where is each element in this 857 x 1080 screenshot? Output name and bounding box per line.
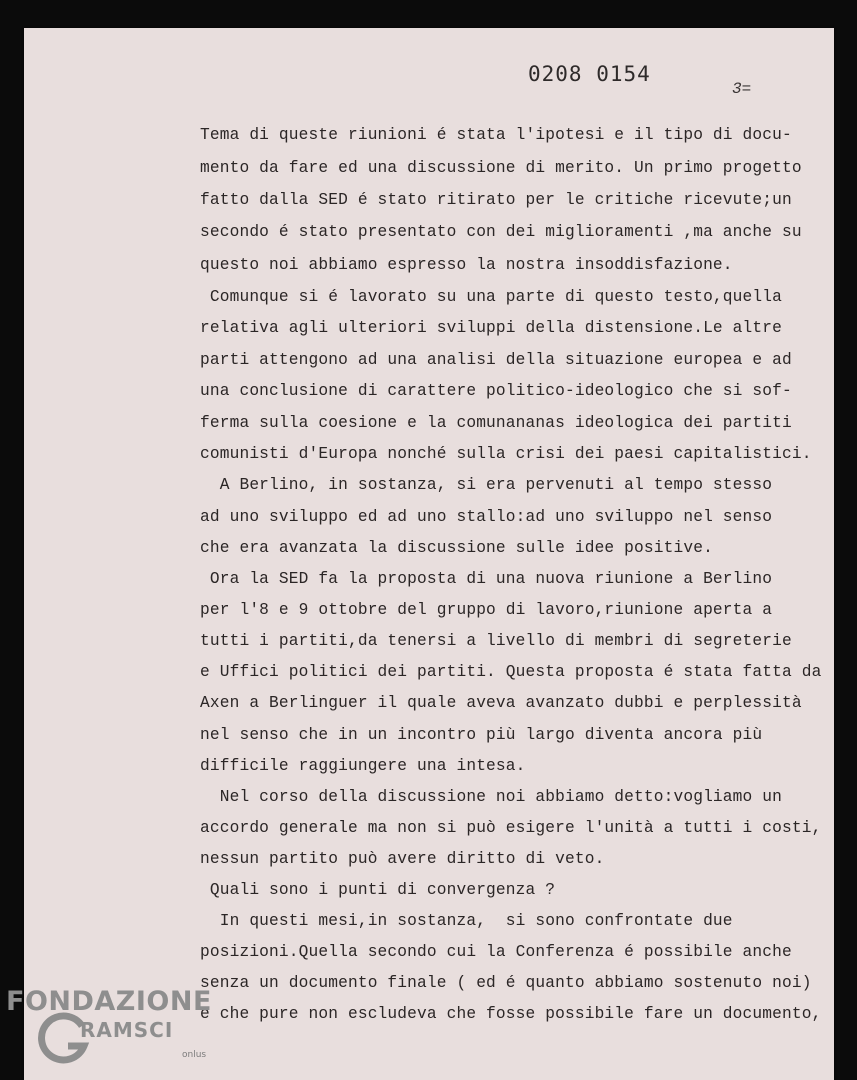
text-line: A Berlino, in sostanza, si era pervenuti al tempo stesso [200,476,773,494]
fondazione-gramsci-watermark [6,986,226,1076]
text-line: che era avanzata la discussione sulle idee positive. [200,539,713,557]
text-line: comunisti d'Europa nonché sulla crisi dei paesi capitalistici. [200,445,812,463]
text-line: nel senso che in un incontro più largo diventa ancora più [200,726,763,744]
page-number-mark: 3= [732,80,752,98]
text-line: questo noi abbiamo espresso la nostra insoddisfazione. [200,256,733,274]
text-line: nessun partito può avere diritto di veto. [200,850,605,868]
text-line: fatto dalla SED é stato ritirato per le critiche ricevute;un [200,191,792,209]
document-page [24,28,834,1080]
text-line: senza un documento finale ( ed é quanto abbiamo sostenuto noi) [200,974,812,992]
watermark-line2: RAMSCI [80,1018,174,1042]
text-line: e Uffici politici dei partiti. Questa proposta é stata fatta da [200,663,822,681]
text-line: parti attengono ad una analisi della situazione europea e ad [200,351,792,369]
text-line: accordo generale ma non si può esigere l'unità a tutti i costi, [200,819,822,837]
text-line: Comunque si é lavorato su una parte di questo testo,quella [200,288,782,306]
text-line: per l'8 e 9 ottobre del gruppo di lavoro,riunione aperta a [200,601,773,619]
text-line: posizioni.Quella secondo cui la Conferenza é possibile anche [200,943,792,961]
text-line: Axen a Berlinguer il quale aveva avanzato dubbi e perplessità [200,694,802,712]
text-line: secondo é stato presentato con dei miglioramenti ,ma anche su [200,223,802,241]
text-line: tutti i partiti,da tenersi a livello di membri di segreterie [200,632,792,650]
text-line: ad uno sviluppo ed ad uno stallo:ad uno sviluppo nel senso [200,508,773,526]
watermark-suffix: onlus [182,1050,207,1060]
text-line: Ora la SED fa la proposta di una nuova riunione a Berlino [200,570,773,588]
watermark-line1: FONDAZIONE [6,986,212,1017]
text-line: relativa agli ulteriori sviluppi della distensione.Le altre [200,319,782,337]
document-number: 0208 0154 [528,62,651,86]
text-line: Nel corso della discussione noi abbiamo detto:vogliamo un [200,788,782,806]
text-line: mento da fare ed una discussione di merito. Un primo progetto [200,159,802,177]
text-line: Quali sono i punti di convergenza ? [200,881,556,899]
text-line: una conclusione di carattere politico-ideologico che si sof- [200,382,792,400]
text-line: In questi mesi,in sostanza, si sono confrontate due [200,912,733,930]
text-line: e che pure non escludeva che fosse possibile fare un documento, [200,1005,822,1023]
text-line: Tema di queste riunioni é stata l'ipotesi e il tipo di docu- [200,126,792,144]
text-line: difficile raggiungere una intesa. [200,757,526,775]
text-line: ferma sulla coesione e la comunananas ideologica dei partiti [200,414,792,432]
